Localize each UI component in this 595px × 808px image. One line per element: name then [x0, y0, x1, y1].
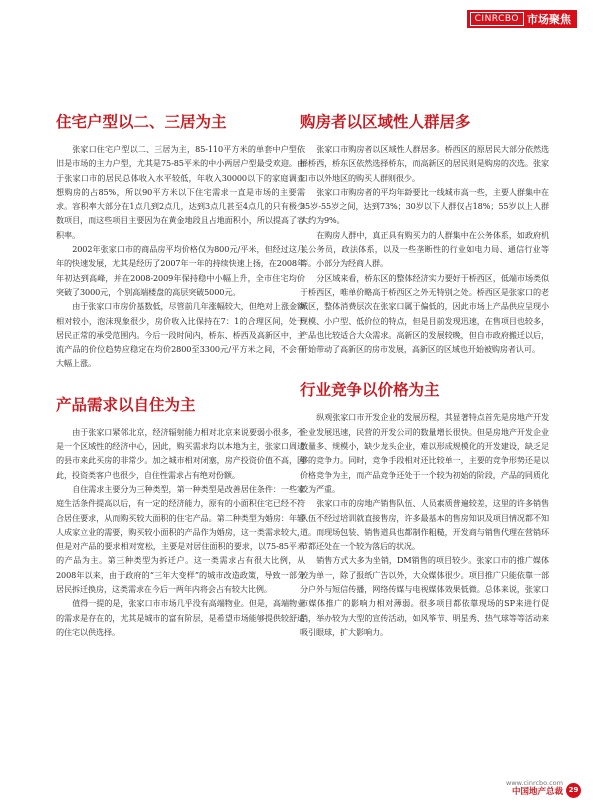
page-number: 29: [566, 783, 581, 798]
paragraph: 由于张家口市房价基数低，尽管前几年涨幅较大，但绝对上涨金额相对较小，泡沫现象很少，房价收入比保持在7：1的合理区间，处于居民正常的承受范围内。今后一段时间内，桥东、桥西及高新区中，主流产品的价位趋势应稳定在均价2800至3300元/平方米之间，不会有大幅上涨。: [56, 301, 305, 369]
magazine-name: 中国地产总裁: [511, 787, 563, 797]
section-heading: 购房者以区域性人群居多: [300, 113, 471, 131]
section-heading: 住宅户型以二、三居为主: [56, 113, 227, 131]
brand-logo: CINRCBO: [470, 12, 524, 26]
paragraph: 张家口市购房者以区域性人群居多。桥西区的原居民大部分依然选择桥西，桥东区依然选择桥东，而高新区的居民则是购房的次选。张家口市以外地区的购买人群则很少。: [300, 144, 549, 183]
right-column: [300, 112, 549, 663]
article-section: [300, 112, 549, 356]
section-heading: 行业竞争以价格为主: [300, 381, 440, 400]
paragraph: 自住需求主要分为三种类型，第一种类型是改善居住条件：一些家庭生活条件提高以后，有一定的经济能力，原有的小面积住宅已经不符合居住要求，从而购买较大面积的住宅产品。第二种类型为婚房：年轻人成家立业的需要，购买较小面积的产品作为婚房，这一类需求较大，但是对产品的要求相对宽松，主要是对居住面积的要求，以75-85平米的产品为主。第三种类型为拆迁户。这一类需求占有很大比例，从2008年以来，由于政府的“三年大变样”的城市改造政策，导致一部分居民拆迁换房，这类需求在今后一两年内将会占有较大比例。: [56, 483, 305, 595]
left-column: [56, 112, 305, 663]
paragraph: 由于张家口紧邻北京，经济辐射能力相对北京来说要弱小很多，不是一个区域性的经济中心，因此，购买需求均以本地为主，张家口周边的县市来此买房的非常少。加之城市相对闭塞，房产投资价值不高，因此，投资类客户也很少，自住性需求占有绝对份额。: [56, 426, 305, 480]
section-heading: 产品需求以自住为主: [56, 395, 196, 414]
paragraph: 分区域来看，桥东区的整体经济实力要好于桥西区，低端市场类似于桥西区，唯单价略高于桥西区之外无特别之处。桥西区是张家口的老城区，整体消费层次在张家口属于偏低的，因此市场上产品供应呈现小规模、小户型、低价位的特点，但是目前发现迅速，在售项目也较多，产品也比较适合大众需求。高新区的发展较晚，但自市政府搬迁以后，开始带动了高新区的房市发展，高新区的区域也开始被购房者认可。: [300, 272, 549, 355]
article-section: [300, 380, 549, 639]
paragraph: 纵观张家口市开发企业的发展历程，其显著特点首先是房地产开发企业发展迅速，民营的开发公司的数量增长很快。但是房地产开发企业数量多、规模小，缺少龙头企业，难以形成规模化的开发建设，缺乏足够的竞争力。同时，竞争手段相对还比较单一，主要的竞争形势还是以价格竞争为主，而产品竞争还处于一个较为初始的阶段，产品的同质化较为严重。: [300, 412, 549, 494]
page-footer: [506, 779, 581, 798]
section-title: 市场聚焦: [527, 13, 571, 26]
article-section: [56, 112, 305, 371]
article-section: [56, 395, 305, 639]
paragraph: 在购房人群中，真正具有购买力的人群集中在公务体系，如政府机关公务员，政法体系，以及一些垄断性的行业如电力局、通信行业等等。小部分为经商人群。: [300, 229, 549, 269]
footer-text: [506, 779, 563, 798]
paragraph: 张家口市的房地产销售队伍、人员素质普遍较差，这里的许多销售队伍不经过培训就直接售房，许多最基本的售房知识及项目情况都不知道。而现场包装、销售道具也都制作粗糙，开发商与销售代理在营销环节都还处在一个较为落后的状况。: [300, 498, 549, 552]
paragraph: 值得一提的是，张家口市市场几乎没有高端物业。但是，高端物业的需求是存在的，尤其是城市的富有阶层，是希望市场能够提供较舒适的住宅以供选择。: [56, 598, 305, 637]
paragraph: 销售方式大多为坐销，DM销售的项目较少。张家口市的推广媒体较为单一，除了报纸广告以外，大众媒体很少。项目推广只能依靠一部分户外与短信传播，网络传媒与电视媒体效果低微。总体来说，张家口市媒体推广的影响力相对薄弱。很多项目都依靠现场的SP来进行促销，举办较为大型的宣传活动，如风筝节、明星秀、热气球等等活动来吸引眼球，扩大影响力。: [300, 555, 549, 637]
paragraph: 2002年张家口市的商品房平均价格仅为800元/平米，但经过这几年的快速发展，尤其是经历了2007年一年的持续快速上扬，在2008年年初达到高峰，并在2008-2009年保持稳中小幅上升，全市住宅均价突破了3000元，个别高端楼盘的高层突破5000元。: [56, 244, 305, 297]
paragraph: 张家口市购房者的平均年龄要比一线城市高一些，主要人群集中在35岁-55岁之间，达到73%；30岁以下人群仅占18%；55岁以上人群大约为9%。: [300, 186, 549, 226]
footer-url: www.cinrcbo.com: [506, 779, 563, 787]
header-badge: [467, 10, 577, 28]
paragraph: 张家口住宅户型以二、三居为主，85-110平方米的单套中户型依旧是市场的主力户型，尤其是75-85平米的中小两居户型最受欢迎。由于张家口市的居民总体收入水平较低，年收入30000以下的家庭调查想购房的占85%，所以90平方米以下住宅需求一直是市场的主要需求。容积率大部分在1点几到2点几，达到3点几甚至4点几的只有极少数项目，而这些项目主要因为在黄金地段且占地面积小，所以提高了容积率。: [56, 144, 305, 240]
